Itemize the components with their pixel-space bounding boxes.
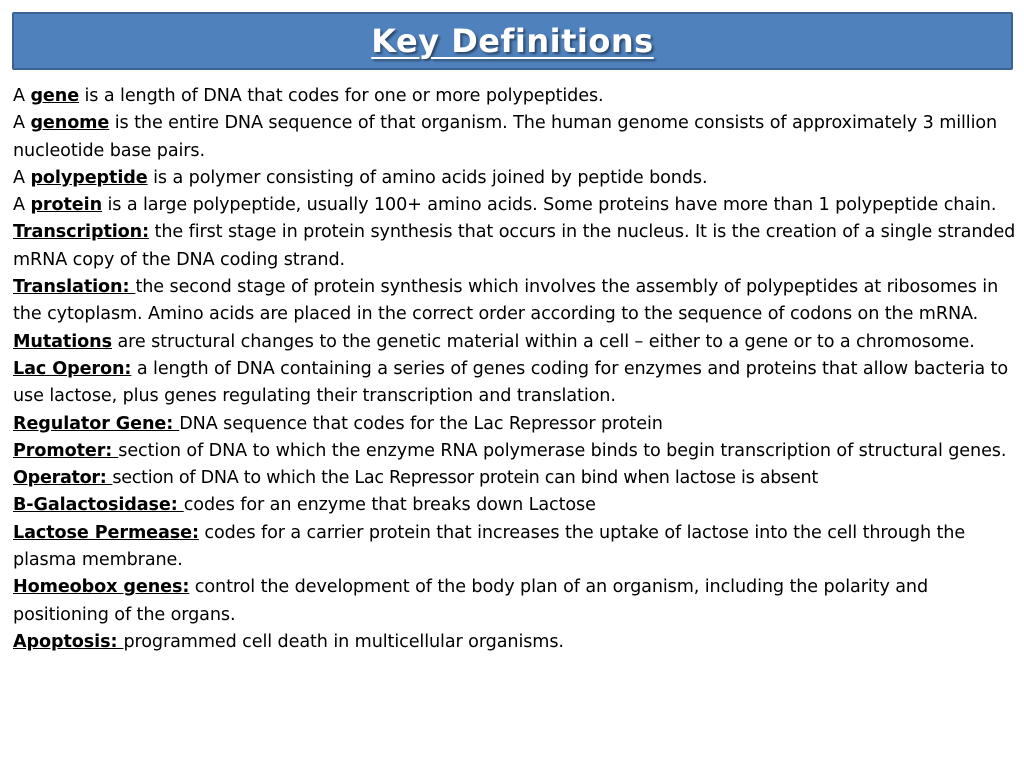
definition-text: a length of DNA containing a series of genes coding for enzymes and proteins that allow bacteria to use lactose, plus genes regulating their transcription and translation. xyxy=(13,358,1008,407)
definition-text: is a length of DNA that codes for one or more polypeptides. xyxy=(79,86,604,106)
definition-text: is the entire DNA sequence of that organism. The human genome consists of approximately 3 million nucleotide base pairs. xyxy=(13,113,998,161)
definition-protein xyxy=(13,192,1021,219)
definition-text: codes for a carrier protein that increases the uptake of lactose into the cell through the plasma membrane. xyxy=(13,522,966,571)
definition-text: codes for an enzyme that breaks down Lactose xyxy=(183,495,596,516)
definition-homeobox-genes xyxy=(13,574,1021,629)
term-genome: genome xyxy=(30,113,110,134)
term-operator: Operator: xyxy=(13,468,113,489)
definition-text: are structural changes to the genetic material within a cell – either to a gene or to a chromosome. xyxy=(111,331,975,352)
definition-operator xyxy=(13,465,1021,492)
definition-text: control the development of the body plan of an organism, including the polarity and positioning of the organs. xyxy=(13,577,929,625)
definitions-list xyxy=(13,83,1021,656)
definition-prefix: A xyxy=(13,86,31,106)
term-polypeptide: polypeptide xyxy=(30,167,148,188)
definition-text: is a large polypeptide, usually 100+ amino acids. Some proteins have more than 1 polypeptide chain. xyxy=(102,195,997,216)
definition-lac-operon xyxy=(13,356,1021,411)
term-lactose-permease: Lactose Permease: xyxy=(13,522,199,543)
definition-transcription xyxy=(13,219,1021,274)
term-b-galactosidase: B-Galactosidase: xyxy=(13,495,184,516)
term-protein: protein xyxy=(30,195,102,216)
definition-translation xyxy=(13,274,1021,329)
definition-text: the second stage of protein synthesis which involves the assembly of polypeptides at ribosomes in the cytoplasm. Amino acids are placed in the correct order according to the sequence of codons on the mRNA. xyxy=(13,277,999,325)
definition-text: DNA sequence that codes for the Lac Repressor protein xyxy=(179,413,663,434)
definition-text: programmed cell death in multicellular organisms. xyxy=(123,631,564,652)
definition-prefix: A xyxy=(13,167,31,188)
definition-b-galactosidase xyxy=(13,492,1021,519)
definition-text: section of DNA to which the Lac Repressor protein can bind when lactose is absent xyxy=(112,468,818,489)
term-regulator-gene: Regulator Gene: xyxy=(13,413,180,434)
definition-text: is a polymer consisting of amino acids joined by peptide bonds. xyxy=(147,167,708,188)
page-title: Key Definitions xyxy=(371,22,654,60)
title-bar xyxy=(12,12,1013,70)
definition-apoptosis xyxy=(13,629,1021,656)
term-gene: gene xyxy=(30,86,80,106)
definition-genome xyxy=(13,110,1021,165)
definition-gene xyxy=(13,83,1021,110)
term-homeobox-genes: Homeobox genes: xyxy=(13,577,190,598)
definition-promoter xyxy=(13,438,1021,465)
term-promoter: Promoter: xyxy=(13,440,119,461)
definition-prefix: A xyxy=(13,113,31,134)
term-lac-operon: Lac Operon: xyxy=(13,358,132,379)
term-transcription: Transcription: xyxy=(13,222,150,243)
definition-polypeptide xyxy=(13,165,1021,192)
term-mutations: Mutations xyxy=(13,331,112,352)
term-translation: Translation: xyxy=(13,277,136,298)
definition-mutations xyxy=(13,329,1021,356)
definition-text: the first stage in protein synthesis that occurs in the nucleus. It is the creation of a single stranded mRNA copy of the DNA coding strand. xyxy=(13,222,1016,270)
definition-lactose-permease xyxy=(13,520,1021,575)
term-apoptosis: Apoptosis: xyxy=(13,631,124,652)
definition-text: section of DNA to which the enzyme RNA polymerase binds to begin transcription of structural genes. xyxy=(118,440,1007,461)
definition-regulator-gene xyxy=(13,411,1021,438)
definition-prefix: A xyxy=(13,195,31,216)
